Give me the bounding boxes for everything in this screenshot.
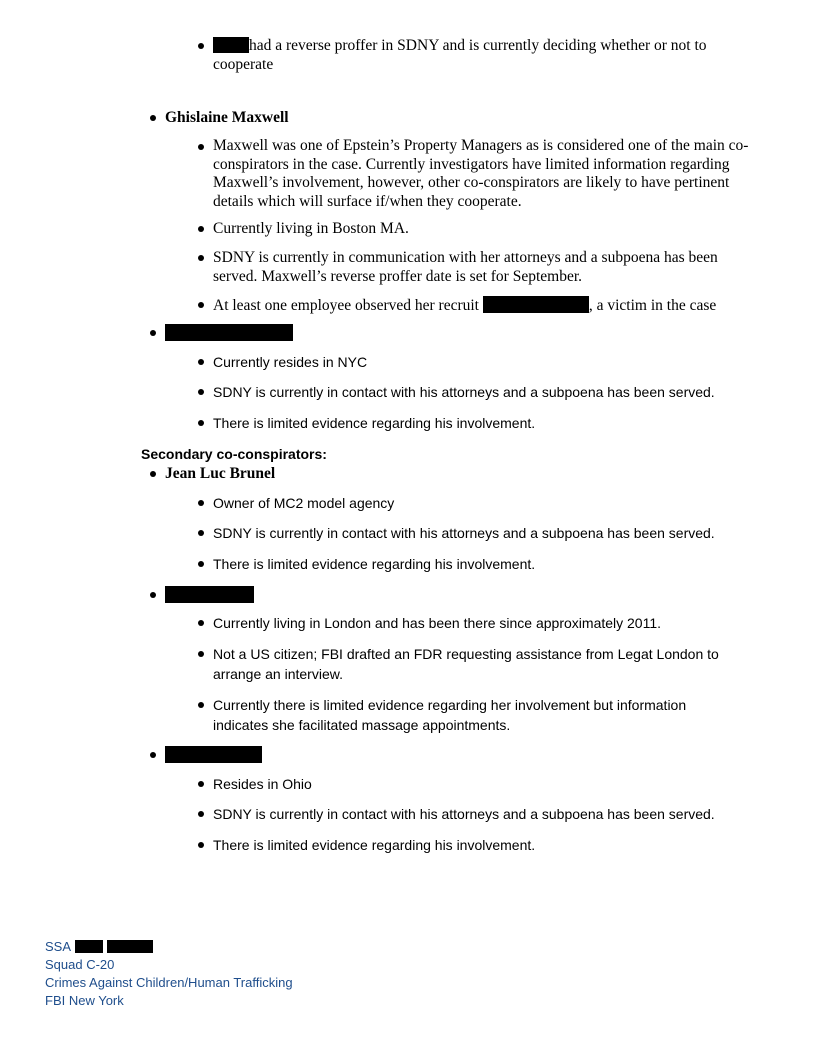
bullet-dot xyxy=(198,702,204,708)
redaction-box xyxy=(107,940,153,953)
list-item: Not a US citizen; FBI drafted an FDR requesting assistance from Legat London to arrange an interview. xyxy=(213,646,719,682)
list-item: Currently living in London and has been there since approximately 2011. xyxy=(213,615,662,631)
signature-office: FBI New York xyxy=(45,993,124,1008)
bullet-dot xyxy=(198,620,204,626)
bullet-dot xyxy=(198,226,204,232)
bullet-dot xyxy=(198,651,204,657)
list-item: Maxwell was one of Epstein’s Property Managers as is considered one of the main co-conspirators in the case. Currently investigators have limited information regarding Maxwell’s involvement, however, other co-conspirators are likely to have pertinent details which will surface if/when they cooperate. xyxy=(213,137,749,210)
list-item: There is limited evidence regarding his involvement. xyxy=(213,556,536,572)
list-item: Resides in Ohio xyxy=(213,776,312,792)
bullet-dot xyxy=(150,115,156,121)
list-item: SDNY is currently in communication with her attorneys and a subpoena has been served. Maxwell’s reverse proffer date is set for September. xyxy=(213,249,718,285)
bullet-dot xyxy=(198,43,204,49)
list-item: SDNY is currently in contact with his attorneys and a subpoena has been served. xyxy=(213,806,715,822)
redaction-box xyxy=(483,296,589,313)
bullet-dot xyxy=(198,781,204,787)
list-item: SDNY is currently in contact with his attorneys and a subpoena has been served. xyxy=(213,525,715,541)
person-heading-maxwell: Ghislaine Maxwell xyxy=(165,109,289,126)
signature-squad: Squad C-20 xyxy=(45,957,115,972)
redaction-box xyxy=(213,37,249,53)
bullet-dot xyxy=(198,842,204,848)
bullet-dot xyxy=(198,561,204,567)
bullet-dot xyxy=(198,420,204,426)
list-item-recruit xyxy=(213,296,773,316)
bullet-dot xyxy=(150,592,156,598)
list-item-reverse-proffer xyxy=(213,37,753,74)
bullet-dot xyxy=(150,752,156,758)
section-heading-secondary: Secondary co-conspirators: xyxy=(141,446,327,462)
bullet-dot xyxy=(198,302,204,308)
bullet-dot xyxy=(198,255,204,261)
bullet-dot xyxy=(198,389,204,395)
bullet-dot xyxy=(150,471,156,477)
item-text: At least one employee observed her recruit xyxy=(213,297,479,314)
bullet-dot xyxy=(198,811,204,817)
item-text-suffix: , a victim in the case xyxy=(588,297,717,314)
bullet-dot xyxy=(198,530,204,536)
list-item: There is limited evidence regarding his involvement. xyxy=(213,415,536,431)
ssa-label: SSA xyxy=(45,939,71,954)
list-item: There is limited evidence regarding his involvement. xyxy=(213,837,536,853)
redacted-name xyxy=(165,586,254,603)
bullet-dot xyxy=(198,144,204,150)
signature-unit: Crimes Against Children/Human Trafficking xyxy=(45,975,293,990)
list-item: SDNY is currently in contact with his attorneys and a subpoena has been served. xyxy=(213,384,715,400)
bullet-dot xyxy=(198,359,204,365)
redaction-box xyxy=(75,940,103,953)
signature-ssa-line xyxy=(45,938,365,956)
bullet-dot xyxy=(150,330,156,336)
list-item: Currently resides in NYC xyxy=(213,354,368,370)
list-item: Currently living in Boston MA. xyxy=(213,220,409,237)
list-item: Owner of MC2 model agency xyxy=(213,495,395,511)
list-item: Currently there is limited evidence regarding her involvement but information indicates she facilitated massage appointments. xyxy=(213,697,687,733)
signature-block xyxy=(45,938,365,1010)
person-heading-brunel: Jean Luc Brunel xyxy=(165,465,276,482)
redacted-name xyxy=(165,324,293,341)
item-text: had a reverse proffer in SDNY and is currently deciding whether or not to cooperate xyxy=(213,37,707,73)
redacted-name xyxy=(165,746,262,763)
bullet-dot xyxy=(198,500,204,506)
